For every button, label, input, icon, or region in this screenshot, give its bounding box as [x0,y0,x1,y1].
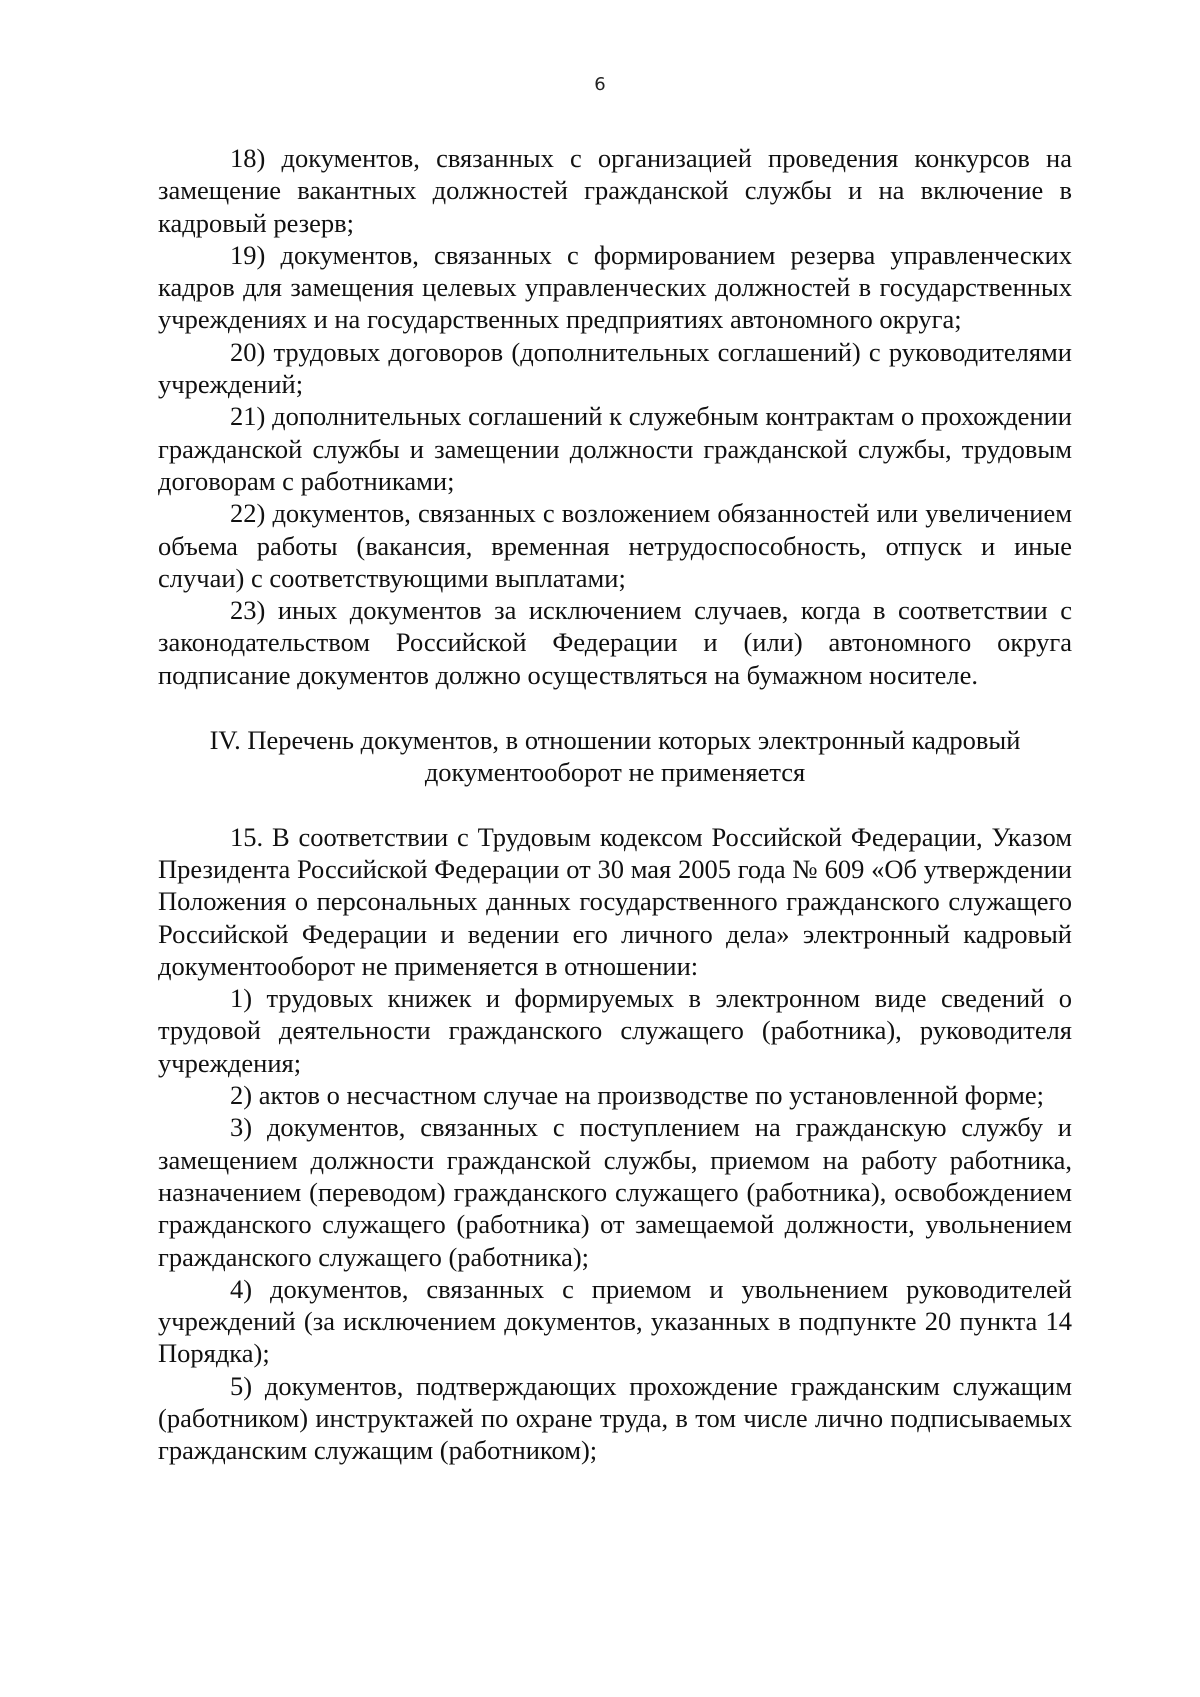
list-item-21: 21) дополнительных соглашений к служебным контрактам о прохождении гражданской службы и замещении должности гражданской службы, трудовым договорам с работниками; [158,401,1072,496]
section-heading-line-1: IV. Перечень документов, в отношении которых электронный кадровый [209,725,1021,756]
section-heading-line-2: документооборот не применяется [424,757,806,788]
list-item-2: 2) актов о несчастном случае на производстве по установленной форме; [230,1080,1044,1111]
list-item-20: 20) трудовых договоров (дополнительных соглашений) с руководителями учреждений; [158,336,1072,400]
clause-15: 15. В соответствии с Трудовым кодексом Российской Федерации, Указом Президента Российской Федерации от 30 мая 2005 года № 609 «Об утверждении Положения о персональных данных государственного гражданского служащего Российской Федерации и ведении его личного дела» электронный кадровый документооборот не применяется в отношении: [158,821,1072,981]
list-item-22: 22) документов, связанных с возложением обязанностей или увеличением объема работы (вакансия, временная нетрудоспособность, отпуск и иные случаи) с соответствующими выплатами; [158,498,1072,593]
page-number: 6 [594,74,606,95]
document-body [158,142,1072,1467]
list-item-23: 23) иных документов за исключением случаев, когда в соответствии с законодательством Российской Федерации и (или) автономного округа подписание документов должно осуществляться на бумажном носителе. [158,595,1072,690]
list-item-18: 18) документов, связанных с организацией проведения конкурсов на замещение вакантных должностей гражданской службы и на включение в кадровый резерв; [158,143,1072,238]
list-item-1: 1) трудовых книжек и формируемых в электронном виде сведений о трудовой деятельности гражданского служащего (работника), руководителя учреждения; [158,983,1072,1078]
list-item-4: 4) документов, связанных с приемом и увольнением руководителей учреждений (за исключением документов, указанных в подпункте 20 пункта 14 Порядка); [158,1273,1072,1369]
list-item-5: 5) документов, подтверждающих прохождение гражданским служащим (работником) инструктажей по охране труда, в том числе лично подписываемых гражданским служащим (работником); [158,1370,1072,1466]
list-item-3: 3) документов, связанных с поступлением на гражданскую службу и замещением должности гражданской службы, приемом на работу работника, назначением (переводом) гражданского служащего (работника), освобождением гражданского служащего (работника) от замещаемой должности, увольнением гражданского служащего (работника); [158,1112,1072,1272]
list-item-19: 19) документов, связанных с формированием резерва управленческих кадров для замещения целевых управленческих должностей в государственных учреждениях и на государственных предприятиях автономного округа; [158,239,1072,335]
section-heading [158,724,1072,789]
